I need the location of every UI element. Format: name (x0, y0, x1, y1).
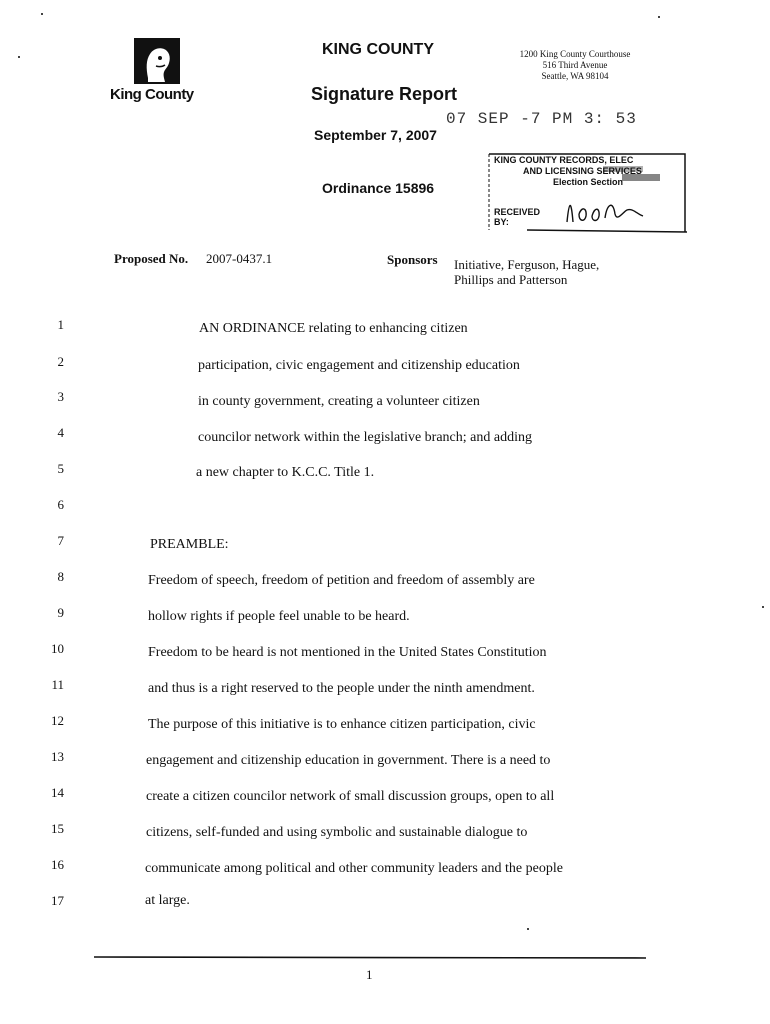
report-title: Signature Report (311, 84, 458, 104)
scan-speck (527, 928, 529, 930)
body-line: engagement and citizenship education in government. There is a need to (146, 753, 551, 768)
line-number: 13 (51, 749, 64, 764)
line-number: 16 (51, 857, 64, 872)
page-number: 1 (366, 967, 373, 982)
stamp-line-1: KING COUNTY RECORDS, ELEC (494, 155, 634, 165)
line-number: 5 (57, 461, 64, 476)
body-line: create a citizen councilor network of small discussion groups, open to all (146, 789, 555, 804)
ordinance-title-line: AN ORDINANCE relating to enhancing citizen (199, 321, 468, 336)
ordinance-title-line: a new chapter to K.C.C. Title 1. (196, 465, 375, 480)
line-number: 6 (57, 497, 64, 512)
stamp-by: BY: (494, 217, 509, 227)
scan-speck (41, 13, 43, 15)
address-line-2: 516 Third Avenue (542, 60, 608, 70)
body-line: Freedom of speech, freedom of petition and freedom of assembly are (148, 573, 535, 588)
line-number: 9 (57, 605, 64, 620)
body-line: citizens, self-funded and using symbolic and sustainable dialogue to (146, 825, 528, 840)
ordinance-title-line: in county government, creating a volunteer citizen (198, 394, 480, 409)
line-number: 7 (57, 533, 64, 548)
sponsors-line-1: Initiative, Ferguson, Hague, (454, 257, 600, 272)
line-number: 12 (51, 713, 64, 728)
received-timestamp: 07 SEP -7 PM 3: 53 (446, 110, 637, 128)
proposed-number-value: 2007-0437.1 (206, 251, 273, 266)
line-number: 15 (51, 821, 64, 836)
body-line: hollow rights if people feel unable to be heard. (148, 609, 410, 624)
address-line-3: Seattle, WA 98104 (541, 71, 609, 81)
scan-speck (18, 56, 20, 58)
line-number: 3 (57, 389, 64, 404)
line-number: 1 (57, 317, 64, 332)
ordinance-number: Ordinance 15896 (322, 180, 435, 196)
line-number: 10 (51, 641, 64, 656)
ordinance-title-line: councilor network within the legislative branch; and adding (198, 430, 532, 445)
scan-speck (762, 606, 764, 608)
report-date: September 7, 2007 (314, 127, 437, 143)
body-line: Freedom to be heard is not mentioned in the United States Constitution (148, 645, 547, 660)
logo-text: King County (110, 86, 194, 103)
stamp-received: RECEIVED (494, 207, 541, 217)
line-number: 11 (51, 677, 64, 692)
footer-divider (94, 956, 646, 959)
scan-speck (658, 16, 660, 18)
king-county-logo-icon (134, 38, 180, 84)
body-line: at large. (145, 893, 190, 908)
address-line-1: 1200 King County Courthouse (519, 49, 631, 59)
line-number: 17 (51, 893, 64, 908)
line-number: 14 (51, 785, 64, 800)
stamp-line-2: AND LICENSING SERVICES (523, 166, 642, 176)
sponsors-line-2: Phillips and Patterson (454, 272, 568, 287)
body-line: communicate among political and other community leaders and the people (145, 861, 563, 876)
ordinance-title-line: participation, civic engagement and citizenship education (198, 358, 520, 373)
preamble-heading: PREAMBLE: (150, 537, 229, 552)
line-number: 4 (57, 425, 64, 440)
body-line: and thus is a right reserved to the people under the ninth amendment. (148, 681, 535, 696)
stamp-line-3: Election Section (553, 177, 624, 187)
proposed-number-label: Proposed No. (114, 251, 189, 266)
line-number: 2 (57, 354, 64, 369)
body-line: The purpose of this initiative is to enhance citizen participation, civic (148, 717, 536, 732)
line-number: 8 (57, 569, 64, 584)
sponsors-label: Sponsors (387, 252, 438, 267)
county-title: KING COUNTY (322, 41, 434, 58)
